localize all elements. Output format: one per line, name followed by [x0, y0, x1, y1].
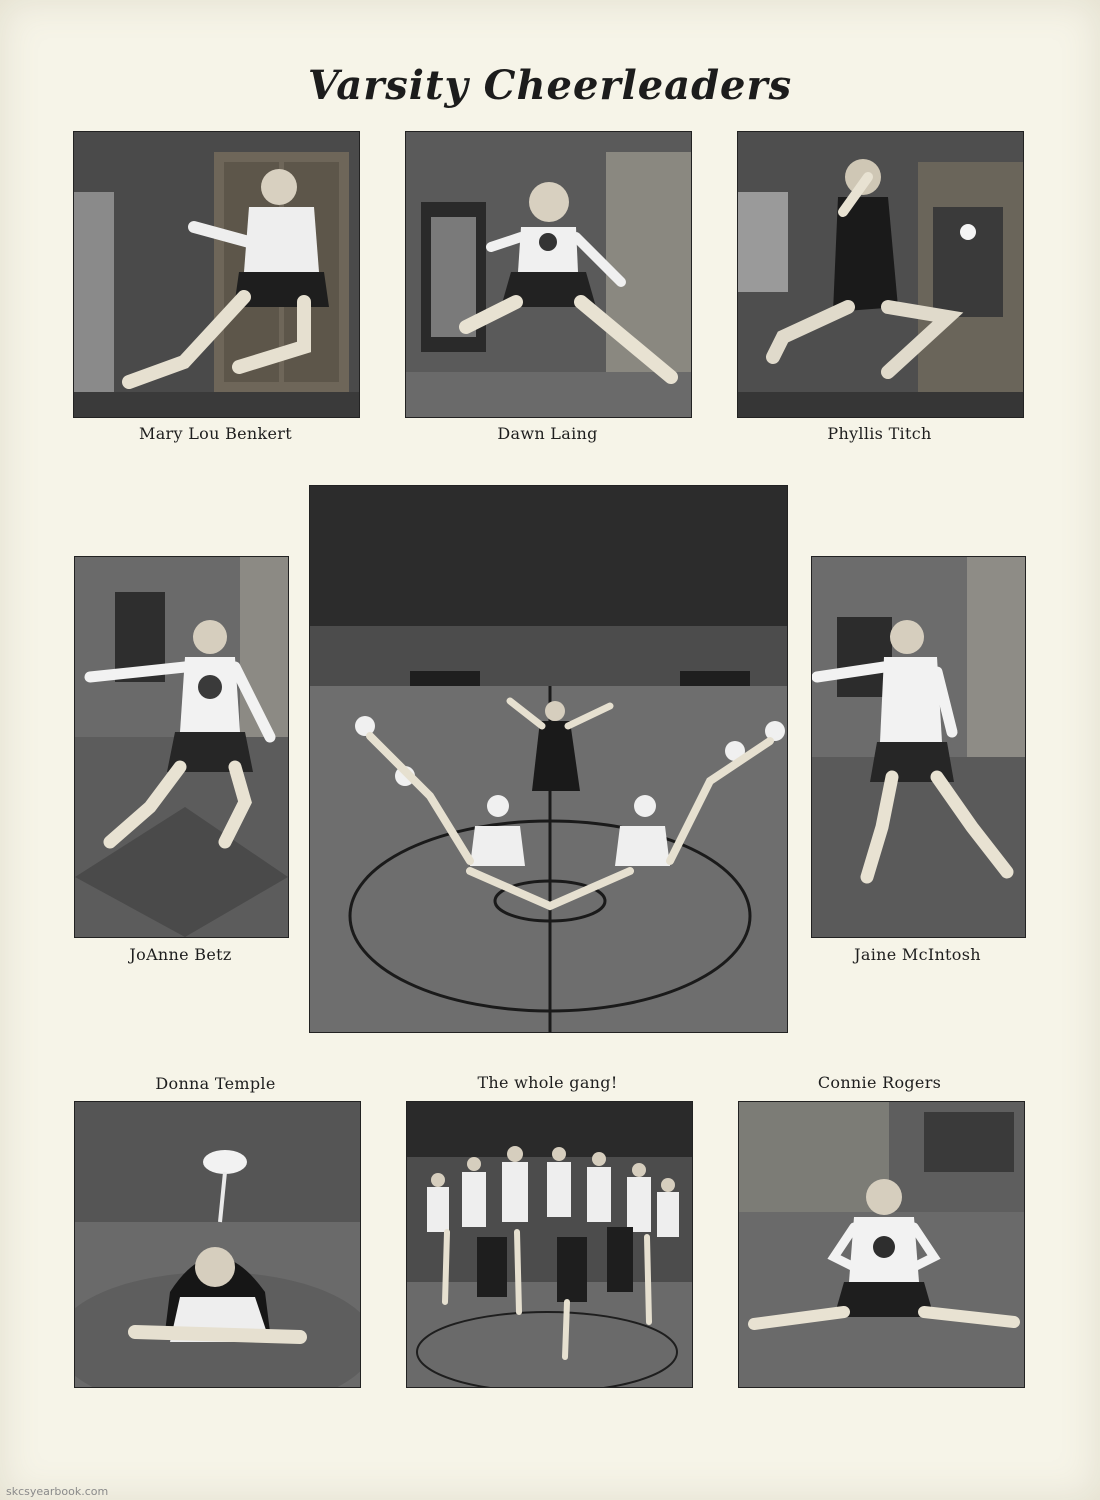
caption-phyllis-titch: Phyllis Titch [827, 424, 932, 443]
jumping-cheerleader-illustration [74, 132, 359, 417]
split-cheerleader-illustration [739, 1102, 1024, 1387]
caption-joanne-betz: JoAnne Betz [129, 945, 232, 964]
posing-cheerleader-illustration [812, 557, 1025, 937]
photo-mary-lou-benkert [73, 131, 360, 418]
photo-joanne-betz [74, 556, 289, 938]
photo-phyllis-titch [737, 131, 1024, 418]
site-watermark: skcsyearbook.com [6, 1485, 109, 1498]
caption-donna-temple: Donna Temple [155, 1074, 276, 1093]
team-huddle-illustration [407, 1102, 692, 1387]
reclining-cheerleader-illustration [75, 1102, 360, 1387]
caption-mary-lou-benkert: Mary Lou Benkert [139, 424, 292, 443]
page-title: Varsity Cheerleaders [307, 62, 793, 109]
photo-the-whole-gang [406, 1101, 693, 1388]
photo-group-on-court [309, 485, 788, 1033]
caption-jaine-mcintosh: Jaine McIntosh [854, 945, 981, 964]
posing-cheerleader-illustration [75, 557, 288, 937]
photo-connie-rogers [738, 1101, 1025, 1388]
photo-dawn-laing [405, 131, 692, 418]
photo-donna-temple [74, 1101, 361, 1388]
caption-connie-rogers: Connie Rogers [817, 1073, 942, 1092]
photo-jaine-mcintosh [811, 556, 1026, 938]
split-jump-cheerleader-illustration [406, 132, 691, 417]
gym-formation-illustration [310, 486, 787, 1032]
caption-the-whole-gang: The whole gang! [477, 1073, 618, 1092]
leaping-cheerleader-illustration [738, 132, 1023, 417]
caption-dawn-laing: Dawn Laing [497, 424, 598, 443]
